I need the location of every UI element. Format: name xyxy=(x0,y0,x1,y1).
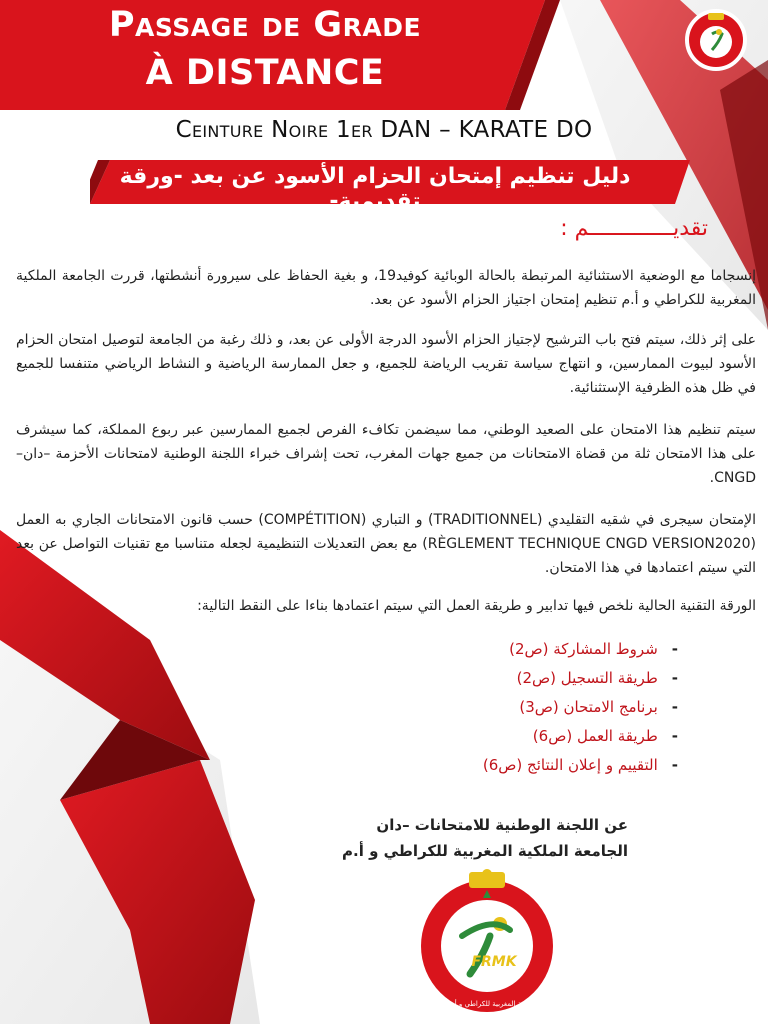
toc-item-label: شروط المشاركة (ص2) xyxy=(509,639,658,658)
bullet-dash: - xyxy=(671,697,678,716)
paragraph-5: الورقة التقنية الحالية نلخص فيها تدابير و طريقة العمل التي سيتم اعتمادها بناءا على النقط التالية: xyxy=(197,598,756,614)
paragraph-4: الإمتحان سيجرى في شقيه التقليدي (TRADITIONNEL) و التباري (COMPÉTITION) حسب قانون الامتحانات الجاري به العمل (RÈGLEMENT TECHNIQUE CNGD VERSION2020) مع بعض التعديلات التنظيمية لجعله متناسبا مع تقنيات التواصل عن بعد التي سيتم اعتمادها في هذا الامتحان. xyxy=(16,512,756,576)
main-title-line1: Passage de Grade xyxy=(108,5,422,45)
frmk-logo xyxy=(412,866,562,1016)
subtitle: Ceinture Noire 1er DAN – KARATE DO xyxy=(175,117,593,143)
list-item xyxy=(483,721,678,750)
list-item xyxy=(483,634,678,663)
list-item xyxy=(483,663,678,692)
logo-text: FRMK xyxy=(471,954,517,970)
intro-heading: تقديـــــــــــــم : xyxy=(560,216,708,241)
list-item xyxy=(483,692,678,721)
frmk-logo-small xyxy=(684,8,748,72)
toc-list xyxy=(483,634,678,779)
list-item xyxy=(483,750,678,779)
signature-line-2: الجامعة الملكية المغربية للكراطي و أ.م xyxy=(342,842,628,860)
toc-item-label: التقييم و إعلان النتائج (ص6) xyxy=(482,755,658,774)
signature-line-1: عن اللجنة الوطنية للامتحانات –دان xyxy=(376,816,628,834)
toc-item-label: طريقة العمل (ص6) xyxy=(532,726,658,745)
toc-item-label: طريقة التسجيل (ص2) xyxy=(516,668,658,687)
paragraph-2: على إثر ذلك، سيتم فتح باب الترشيح لإجتياز الحزام الأسود الدرجة الأولى عن بعد، و ذلك رغبة من الجامعة لتوصيل امتحان الحزام الأسود لبيوت الممارسين، و انتهاج سياسة تقريب الرياضة للجميع، و جعل الممارسة الرياضية و النشاط الرياضي متنفسا للجميع في ظل هذه الظرفية الإستثنائية. xyxy=(16,332,756,396)
bullet-dash: - xyxy=(671,668,678,687)
paragraph-3: سيتم تنظيم هذا الامتحان على الصعيد الوطني، مما سيضمن تكافء الفرص لجميع الممارسين عبر ربوع المملكة، كما سيشرف على هذا الامتحان ثلة من قضاة الامتحانات من جميع جهات المغرب، تحت إشراف خبراء اللجنة الوطنية لامتحانات الأحزمة –دان– CNGD. xyxy=(16,422,756,486)
paragraph-1: إنسجاما مع الوضعية الاستثنائية المرتبطة بالحالة الوبائية كوفيد19، و بغية الحفاظ على سيرورة أنشطتها، قررت الجامعة الملكية المغربية للكراطي و أ.م تنظيم إمتحان اجتياز الحزام الأسود عن بعد. xyxy=(16,268,756,308)
main-title-line2: À DISTANCE xyxy=(145,53,385,93)
logo-ring-text: الجامعة الملكية المغربية للكراطي و أساليب مشابهة xyxy=(412,1000,562,1008)
toc-item-label: برنامج الامتحان (ص3) xyxy=(519,697,658,716)
bullet-dash: - xyxy=(671,755,678,774)
bullet-dash: - xyxy=(671,639,678,658)
bullet-dash: - xyxy=(671,726,678,745)
arabic-title: دليل تنظيم إمتحان الحزام الأسود عن بعد -ورقة تقديمية- xyxy=(119,164,631,214)
